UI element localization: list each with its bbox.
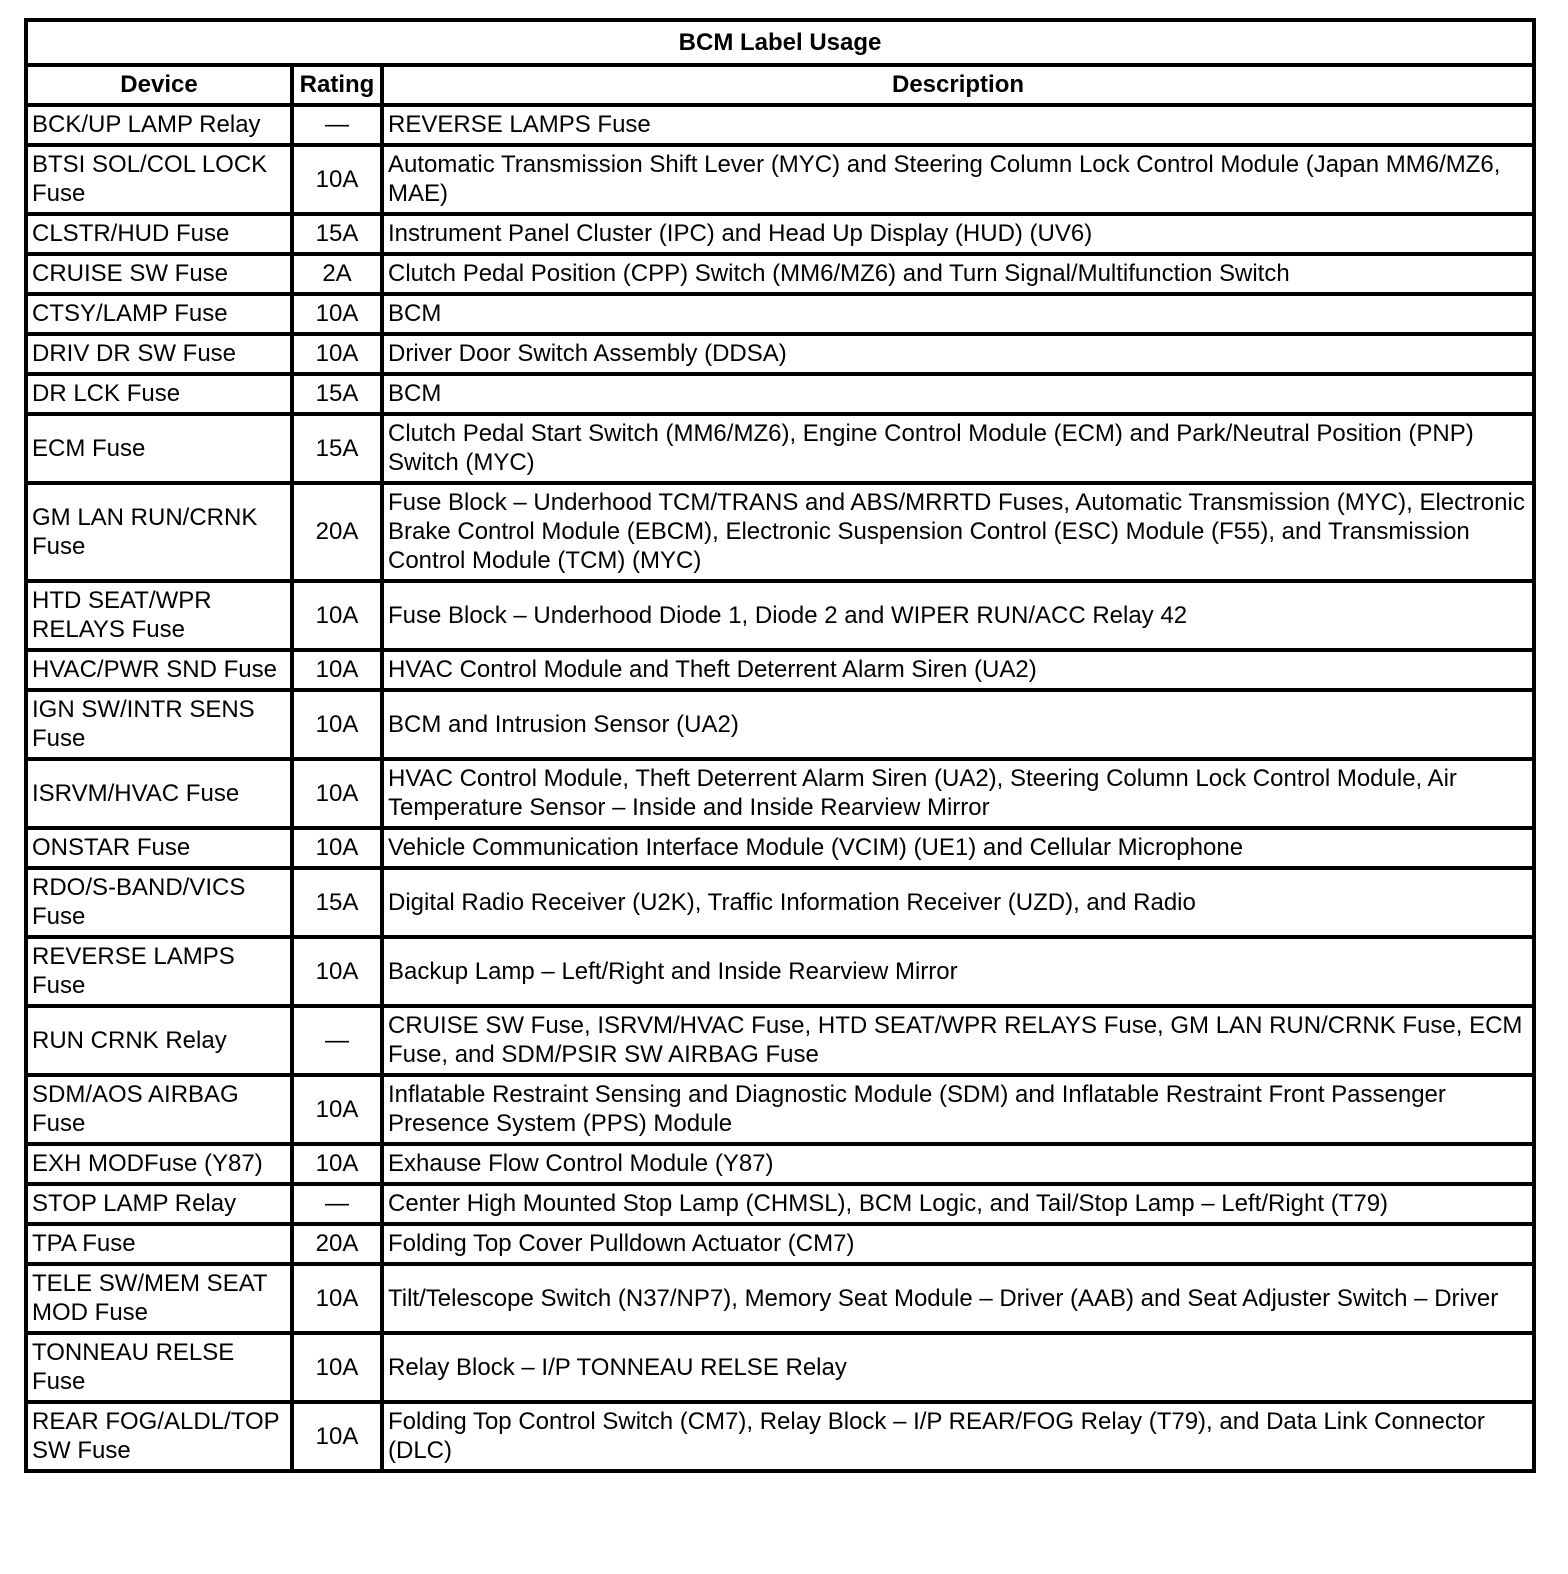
device-cell: CRUISE SW Fuse bbox=[26, 254, 292, 294]
table-row bbox=[26, 1006, 1534, 1075]
description-cell: BCM bbox=[382, 374, 1534, 414]
device-cell: SDM/AOS AIRBAG Fuse bbox=[26, 1075, 292, 1144]
rating-cell: 15A bbox=[292, 374, 382, 414]
table-row bbox=[26, 374, 1534, 414]
rating-cell: 10A bbox=[292, 334, 382, 374]
rating-cell: 10A bbox=[292, 828, 382, 868]
device-cell: HTD SEAT/WPR RELAYS Fuse bbox=[26, 581, 292, 650]
description-cell: CRUISE SW Fuse, ISRVM/HVAC Fuse, HTD SEAT/WPR RELAYS Fuse, GM LAN RUN/CRNK Fuse, ECM Fuse, and SDM/PSIR SW AIRBAG Fuse bbox=[382, 1006, 1534, 1075]
table-row bbox=[26, 483, 1534, 581]
device-cell: DR LCK Fuse bbox=[26, 374, 292, 414]
table-row bbox=[26, 214, 1534, 254]
rating-cell: 20A bbox=[292, 1224, 382, 1264]
table-row bbox=[26, 145, 1534, 214]
rating-cell: 10A bbox=[292, 1333, 382, 1402]
header-rating: Rating bbox=[292, 65, 382, 105]
rating-cell: 10A bbox=[292, 1144, 382, 1184]
rating-cell: 10A bbox=[292, 690, 382, 759]
device-cell: EXH MODFuse (Y87) bbox=[26, 1144, 292, 1184]
rating-cell: — bbox=[292, 1184, 382, 1224]
rating-cell: 15A bbox=[292, 868, 382, 937]
device-cell: ISRVM/HVAC Fuse bbox=[26, 759, 292, 828]
rating-cell: 10A bbox=[292, 937, 382, 1006]
description-cell: Vehicle Communication Interface Module (VCIM) (UE1) and Cellular Microphone bbox=[382, 828, 1534, 868]
device-cell: TELE SW/MEM SEAT MOD Fuse bbox=[26, 1264, 292, 1333]
table-row bbox=[26, 1333, 1534, 1402]
description-cell: Folding Top Control Switch (CM7), Relay Block – I/P REAR/FOG Relay (T79), and Data Link Connector (DLC) bbox=[382, 1402, 1534, 1471]
table-body bbox=[26, 105, 1534, 1471]
rating-cell: 10A bbox=[292, 1264, 382, 1333]
description-cell: Digital Radio Receiver (U2K), Traffic Information Receiver (UZD), and Radio bbox=[382, 868, 1534, 937]
rating-cell: 15A bbox=[292, 214, 382, 254]
description-cell: Folding Top Cover Pulldown Actuator (CM7) bbox=[382, 1224, 1534, 1264]
description-cell: Center High Mounted Stop Lamp (CHMSL), BCM Logic, and Tail/Stop Lamp – Left/Right (T79) bbox=[382, 1184, 1534, 1224]
rating-cell: 10A bbox=[292, 145, 382, 214]
table-row bbox=[26, 1402, 1534, 1471]
table-row bbox=[26, 690, 1534, 759]
device-cell: TPA Fuse bbox=[26, 1224, 292, 1264]
device-cell: HVAC/PWR SND Fuse bbox=[26, 650, 292, 690]
description-cell: Tilt/Telescope Switch (N37/NP7), Memory Seat Module – Driver (AAB) and Seat Adjuster Switch – Driver bbox=[382, 1264, 1534, 1333]
rating-cell: 10A bbox=[292, 759, 382, 828]
table-row bbox=[26, 105, 1534, 145]
device-cell: GM LAN RUN/CRNK Fuse bbox=[26, 483, 292, 581]
rating-cell: 10A bbox=[292, 1075, 382, 1144]
description-cell: REVERSE LAMPS Fuse bbox=[382, 105, 1534, 145]
description-cell: Inflatable Restraint Sensing and Diagnostic Module (SDM) and Inflatable Restraint Front Passenger Presence System (PPS) Module bbox=[382, 1075, 1534, 1144]
rating-cell: 10A bbox=[292, 1402, 382, 1471]
device-cell: BTSI SOL/COL LOCK Fuse bbox=[26, 145, 292, 214]
rating-cell: 10A bbox=[292, 581, 382, 650]
table-row bbox=[26, 414, 1534, 483]
device-cell: CLSTR/HUD Fuse bbox=[26, 214, 292, 254]
device-cell: ECM Fuse bbox=[26, 414, 292, 483]
description-cell: Automatic Transmission Shift Lever (MYC) and Steering Column Lock Control Module (Japan MM6/MZ6, MAE) bbox=[382, 145, 1534, 214]
description-cell: Driver Door Switch Assembly (DDSA) bbox=[382, 334, 1534, 374]
description-cell: Clutch Pedal Start Switch (MM6/MZ6), Engine Control Module (ECM) and Park/Neutral Position (PNP) Switch (MYC) bbox=[382, 414, 1534, 483]
device-cell: RDO/S-BAND/VICS Fuse bbox=[26, 868, 292, 937]
table-row bbox=[26, 828, 1534, 868]
table-row bbox=[26, 759, 1534, 828]
bcm-label-usage-table-container bbox=[24, 18, 1532, 1473]
device-cell: IGN SW/INTR SENS Fuse bbox=[26, 690, 292, 759]
header-device: Device bbox=[26, 65, 292, 105]
rating-cell: 15A bbox=[292, 414, 382, 483]
table-header-row bbox=[26, 65, 1534, 105]
table-row bbox=[26, 868, 1534, 937]
description-cell: Instrument Panel Cluster (IPC) and Head Up Display (HUD) (UV6) bbox=[382, 214, 1534, 254]
table-row bbox=[26, 650, 1534, 690]
description-cell: HVAC Control Module, Theft Deterrent Alarm Siren (UA2), Steering Column Lock Control Module, Air Temperature Sensor – Inside and Inside Rearview Mirror bbox=[382, 759, 1534, 828]
rating-cell: 2A bbox=[292, 254, 382, 294]
table-row bbox=[26, 1264, 1534, 1333]
table-title: BCM Label Usage bbox=[26, 20, 1534, 65]
table-row bbox=[26, 1184, 1534, 1224]
header-description: Description bbox=[382, 65, 1534, 105]
device-cell: ONSTAR Fuse bbox=[26, 828, 292, 868]
table-title-row bbox=[26, 20, 1534, 65]
table-row bbox=[26, 937, 1534, 1006]
description-cell: Clutch Pedal Position (CPP) Switch (MM6/MZ6) and Turn Signal/Multifunction Switch bbox=[382, 254, 1534, 294]
description-cell: Backup Lamp – Left/Right and Inside Rearview Mirror bbox=[382, 937, 1534, 1006]
device-cell: CTSY/LAMP Fuse bbox=[26, 294, 292, 334]
device-cell: RUN CRNK Relay bbox=[26, 1006, 292, 1075]
rating-cell: 10A bbox=[292, 650, 382, 690]
device-cell: TONNEAU RELSE Fuse bbox=[26, 1333, 292, 1402]
table-row bbox=[26, 1075, 1534, 1144]
device-cell: BCK/UP LAMP Relay bbox=[26, 105, 292, 145]
table-row bbox=[26, 581, 1534, 650]
rating-cell: — bbox=[292, 105, 382, 145]
device-cell: DRIV DR SW Fuse bbox=[26, 334, 292, 374]
table-row bbox=[26, 1224, 1534, 1264]
description-cell: BCM bbox=[382, 294, 1534, 334]
description-cell: Exhause Flow Control Module (Y87) bbox=[382, 1144, 1534, 1184]
description-cell: HVAC Control Module and Theft Deterrent Alarm Siren (UA2) bbox=[382, 650, 1534, 690]
table-row bbox=[26, 334, 1534, 374]
table-row bbox=[26, 254, 1534, 294]
rating-cell: 10A bbox=[292, 294, 382, 334]
device-cell: REVERSE LAMPS Fuse bbox=[26, 937, 292, 1006]
device-cell: REAR FOG/ALDL/TOP SW Fuse bbox=[26, 1402, 292, 1471]
description-cell: Fuse Block – Underhood TCM/TRANS and ABS/MRRTD Fuses, Automatic Transmission (MYC), Electronic Brake Control Module (EBCM), Electronic Suspension Control (ESC) Module (F55), and Transmission Control Module (TCM) (MYC) bbox=[382, 483, 1534, 581]
rating-cell: 20A bbox=[292, 483, 382, 581]
table-row bbox=[26, 1144, 1534, 1184]
description-cell: Relay Block – I/P TONNEAU RELSE Relay bbox=[382, 1333, 1534, 1402]
description-cell: BCM and Intrusion Sensor (UA2) bbox=[382, 690, 1534, 759]
rating-cell: — bbox=[292, 1006, 382, 1075]
table-row bbox=[26, 294, 1534, 334]
bcm-label-usage-table bbox=[24, 18, 1536, 1473]
description-cell: Fuse Block – Underhood Diode 1, Diode 2 and WIPER RUN/ACC Relay 42 bbox=[382, 581, 1534, 650]
device-cell: STOP LAMP Relay bbox=[26, 1184, 292, 1224]
